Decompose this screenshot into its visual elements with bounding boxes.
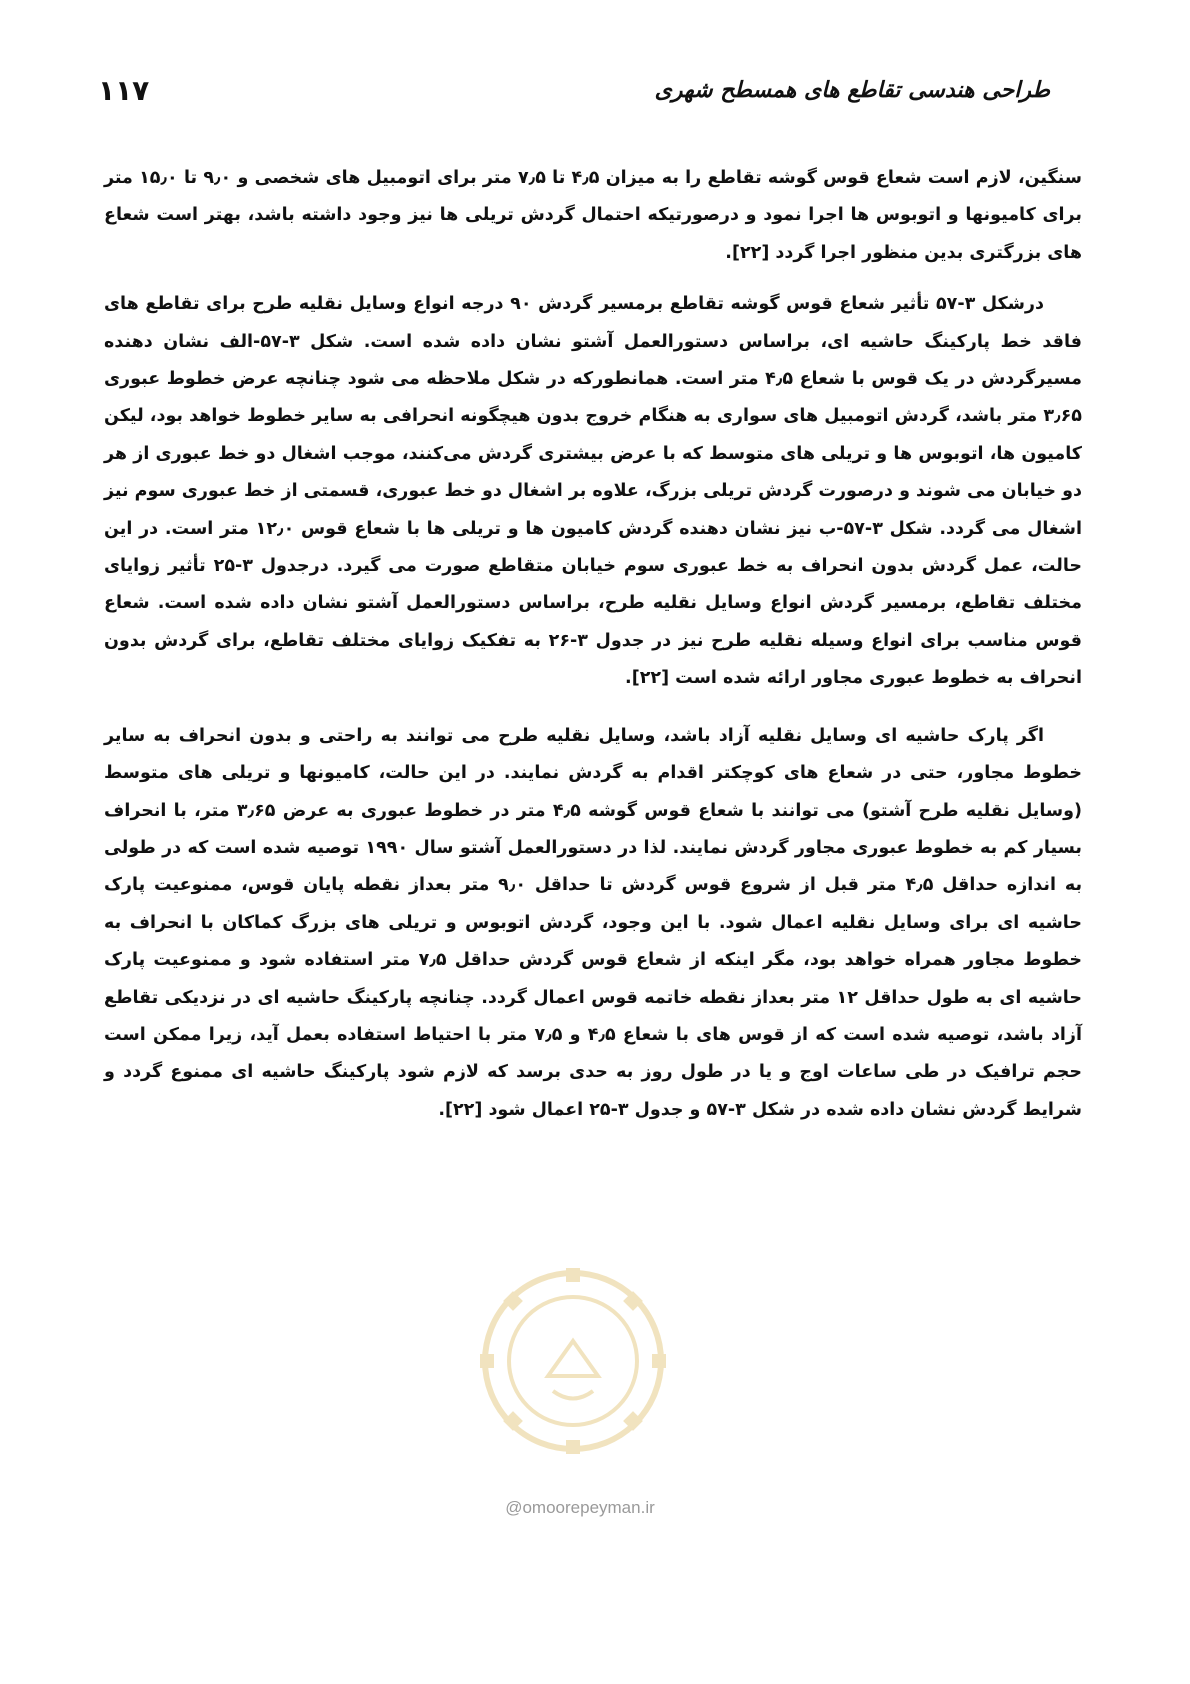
- watermark-logo: [478, 1266, 668, 1456]
- page-header: [98, 70, 1050, 110]
- watermark-url: @omoorepeyman.ir: [505, 1498, 655, 1517]
- paragraph-3: اگر پارک حاشیه ای وسایل نقلیه آزاد باشد، وسایل نقلیه طرح می توانند به راحتی و بدون انحراف به سایر خطوط مجاور، حتی در شعاع های کوچکتر اقدام به گردش نمایند. در این حالت، کامیونها و تریلی های متوسط (وسایل نقلیه طرح آشتو) می توانند با شعاع قوس گوشه ۴٫۵ متر در خطوط عبوری به عرض ۳٫۶۵ متر، با انحراف بسیار کم به خطوط عبوری مجاور گردش نمایند. لذا در دستورالعمل آشتو سال ۱۹۹۰ توصیه شده است که در طولی به اندازه حداقل ۴٫۵ متر قبل از شروع قوس گردش تا حداقل ۹٫۰ متر بعداز نقطه پایان قوس، ممنوعیت پارک حاشیه ای برای وسایل نقلیه اعمال شود. با این وجود، گردش اتوبوس و تریلی های بزرگ کماکان با انحراف به خطوط مجاور همراه خواهد بود، مگر اینکه از شعاع قوس گردش حداقل ۷٫۵ متر استفاده شود و ممنوعیت پارک حاشیه ای به طول حداقل ۱۲ متر بعداز نقطه خاتمه قوس اعمال گردد. چنانچه پارکینگ حاشیه ای در نزدیکی تقاطع آزاد باشد، توصیه شده است که از قوس های با شعاع ۴٫۵ و ۷٫۵ متر با احتیاط استفاده بعمل آید، زیرا ممکن است حجم ترافیک در طی ساعات اوج و یا در طول روز به حدی برسد که لازم شود پارکینگ حاشیه ای ممنوع گردد و شرایط گردش نشان داده شده در شکل ۳-۵۷ و جدول ۳-۲۵ اعمال شود [۲۲].: [104, 725, 1083, 1120]
- body-text: [104, 160, 1082, 1129]
- paragraph-1: سنگین، لازم است شعاع قوس گوشه تقاطع را به میزان ۴٫۵ تا ۷٫۵ متر برای اتومبیل های شخصی و ۹٫۰ تا ۱۵٫۰ متر برای کامیونها و اتوبوس ها اجرا نمود و درصورتیکه احتمال گردش تریلی ها نیز وجود داشته باشد، بهتر است شعاع های بزرگتری بدین منظور اجرا گردد [۲۲].: [104, 168, 1083, 263]
- running-title: طراحی هندسی تقاطع های همسطح شهری: [654, 77, 1050, 103]
- paragraph-2: درشکل ۳-۵۷ تأثیر شعاع قوس گوشه تقاطع برمسیر گردش ۹۰ درجه انواع وسایل نقلیه طرح برای تقاطع های فاقد خط پارکینگ حاشیه ای، براساس دستورالعمل آشتو نشان داده شده است. شکل ۳-۵۷-الف نشان دهنده مسیرگردش در یک قوس با شعاع ۴٫۵ متر است. همانطورکه در شکل ملاحظه می شود چنانچه عرض خطوط عبوری ۳٫۶۵ متر باشد، گردش اتومبیل های سواری به هنگام خروج بدون هیچگونه انحرافی به سایر خطوط خواهد بود، لیکن کامیون ها، اتوبوس ها و تریلی های متوسط که با عرض بیشتری گردش می‌کنند، موجب اشغال دو خط عبوری از هر دو خیابان می شوند و درصورت گردش تریلی بزرگ، علاوه بر اشغال دو خط عبوری، قسمتی از خط عبوری سوم نیز اشغال می گردد. شکل ۳-۵۷-ب نیز نشان دهنده گردش کامیون ها و تریلی ها با شعاع قوس ۱۲٫۰ متر است. در این حالت، عمل گردش بدون انحراف به خط عبوری سوم خیابان متقاطع صورت می گیرد. درجدول ۳-۲۵ تأثیر زوایای مختلف تقاطع، برمسیر گردش انواع وسایل نقلیه طرح، براساس دستورالعمل آشتو نشان داده شده است. شعاع قوس مناسب برای انواع وسیله نقلیه طرح نیز در جدول ۳-۲۶ به تفکیک زوایای مختلف تقاطع، برای گردش بدون انحراف به خطوط عبوری مجاور ارائه شده است [۲۲].: [103, 294, 1083, 689]
- page-number: ۱۱۷: [98, 73, 150, 107]
